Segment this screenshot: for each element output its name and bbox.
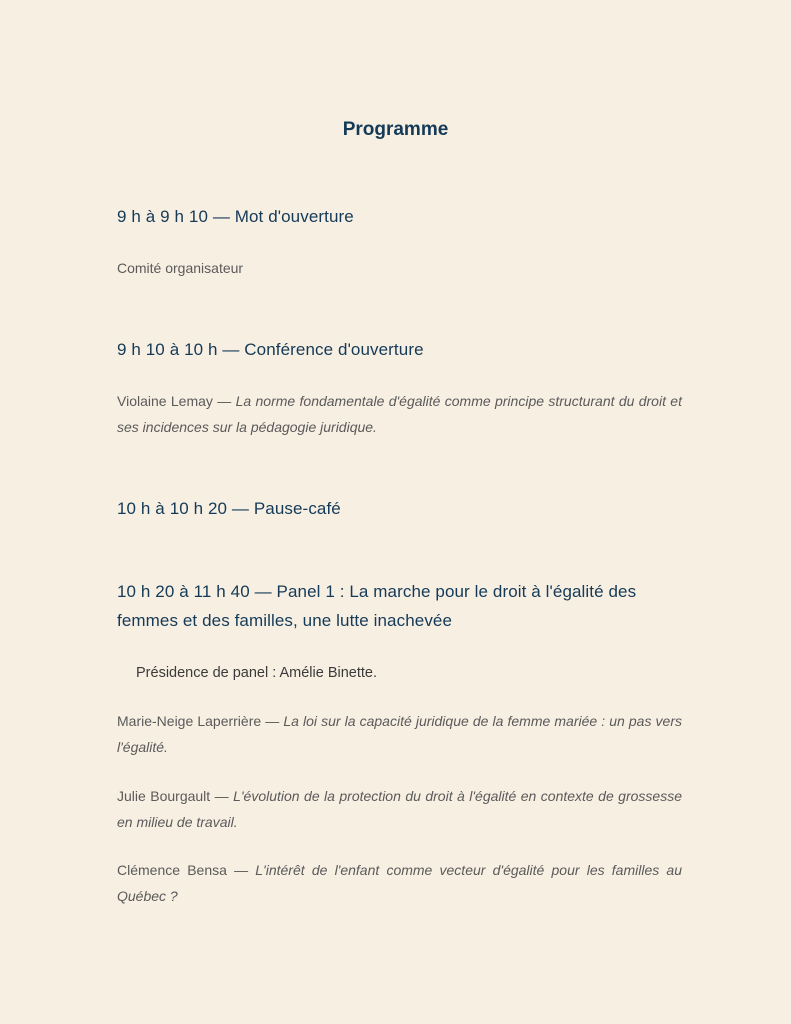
speaker-name: Violaine Lemay — xyxy=(117,393,236,409)
session-heading-opening-conference: 9 h 10 à 10 h — Conférence d'ouverture xyxy=(117,340,424,359)
talk-title: L'intérêt de l'enfant comme vecteur d'égalité pour les familles au Québec ? xyxy=(117,862,682,904)
talk-title: L'évolution de la protection du droit à l'égalité en contexte de grossesse en milieu de travail. xyxy=(117,788,682,830)
session-heading-opening-remarks: 9 h à 9 h 10 — Mot d'ouverture xyxy=(117,207,354,226)
talk-entry-laperriere xyxy=(117,708,682,760)
talk-title: La norme fondamentale d'égalité comme principe structurant du droit et ses incidences sur la pédagogie juridique. xyxy=(117,393,682,435)
page-title: Programme xyxy=(342,119,449,140)
speaker-name: Marie-Neige Laperrière — xyxy=(117,713,284,729)
speaker-name: Clémence Bensa — xyxy=(117,862,256,878)
session-heading-panel-1: 10 h 20 à 11 h 40 — Panel 1 : La marche pour le droit à l'égalité des femmes et des familles, une lutte inachevée xyxy=(117,582,637,630)
talk-entry-bensa xyxy=(117,857,682,909)
talk-entry-bourgault xyxy=(117,783,682,835)
session-heading-coffee-break: 10 h à 10 h 20 — Pause-café xyxy=(117,499,341,518)
talk-entry-lemay xyxy=(117,388,682,440)
speaker-name: Julie Bourgault — xyxy=(117,788,234,804)
session-text-organizing-committee: Comité organisateur xyxy=(117,260,244,276)
panel-chair: Présidence de panel : Amélie Binette. xyxy=(136,665,378,681)
talk-title: La loi sur la capacité juridique de la femme mariée : un pas vers l'égalité. xyxy=(117,713,682,755)
